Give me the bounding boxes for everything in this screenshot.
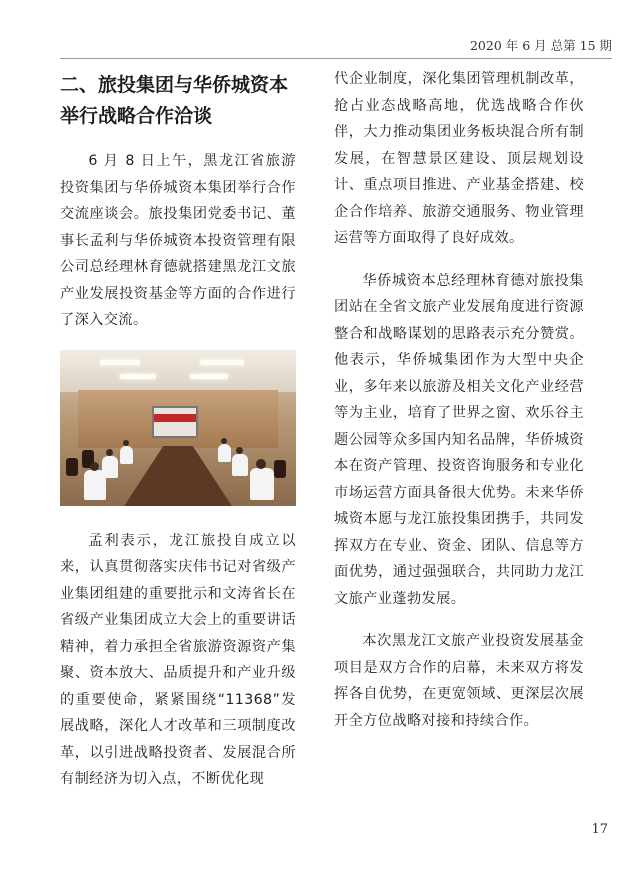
attendee-head [106,449,113,456]
ceiling-light [120,374,156,379]
paragraph-mengli-remarks: 孟利表示，龙江旅投自成立以来，认真贯彻落实庆伟书记对省级产业集团组建的重要批示和文涛省长在省级产业集团成立大会上的重要讲话精神，着力承担全省旅游资源资产集聚、资本放大、品质提升和产业升级的重要使命，紧紧围绕“11368”发展战略，深化人才改革和三项制度改革，以引进战略投资者、发展混合所有制经济为切入点，不断优化现 [60,532,296,787]
attendee [232,454,248,476]
ceiling-light [190,374,228,379]
header-rule [60,58,612,59]
attendee [120,446,133,464]
attendee-head [90,462,99,471]
photo-ceiling [60,350,296,392]
screen-banner [154,414,196,422]
ceiling-light [200,360,244,365]
paragraph-continued: 代企业制度，深化集团管理机制改革，抢占业态战略高地，优选战略合作伙伴，大力推动集团业务板块混合所有制发展，在智慧景区建设、顶层规划设计、重点项目推进、产业基金搭建、校企合作培养、旅游交通服务、物业管理运营等方面取得了良好成效。 [334,71,584,246]
section-title: 二、旅投集团与华侨城资本举行战略合作洽谈 [60,74,289,127]
issue-header: 2020 年 6 月 总第 15 期 [469,38,612,53]
attendee-head [236,447,243,454]
attendee [250,468,274,500]
attendee-head [221,438,227,444]
attendee-head [256,459,266,469]
page-number: 17 [591,822,608,837]
paragraph-meeting-intro: 6 月 8 日上午，黑龙江省旅游投资集团与华侨城资本集团举行合作交流座谈会。旅投集团党委书记、董事长孟利与华侨城资本投资管理有限公司总经理林育德就搭建黑龙江文旅产业发展投资基金等方面的合作进行了深入交流。 [60,153,296,328]
paragraph-linyude-remarks: 华侨城资本总经理林育德对旅投集团站在全省文旅产业发展角度进行资源整合和战略谋划的思路表示充分赞赏。他表示，华侨城集团作为大型中央企业，多年来以旅游及相关文化产业经营等为主业，培育了世界之窗、欢乐谷主题公园等众多国内知名品牌，华侨城资本在资产管理、投资咨询服务和专业化市场运营方面具备很大优势。未来华侨城资本愿与龙江旅投集团携手，共同发挥双方在专业、资金、团队、信息等方面优势，通过强强联合，共同助力龙江文旅产业蓬勃发展。 [334,272,584,607]
attendee [102,456,118,478]
chair [66,458,78,476]
ceiling-light [100,360,140,365]
attendee [218,444,231,462]
meeting-photo [60,350,296,506]
left-column [60,66,296,809]
presentation-screen [152,406,198,438]
paragraph-conclusion: 本次黑龙江文旅产业投资发展基金项目是双方合作的启幕，未来双方将发挥各自优势，在更宽领域、更深层次展开全方位战略对接和持续合作。 [334,633,584,729]
chair [274,460,286,478]
right-column [334,66,584,750]
attendee-head [123,440,129,446]
